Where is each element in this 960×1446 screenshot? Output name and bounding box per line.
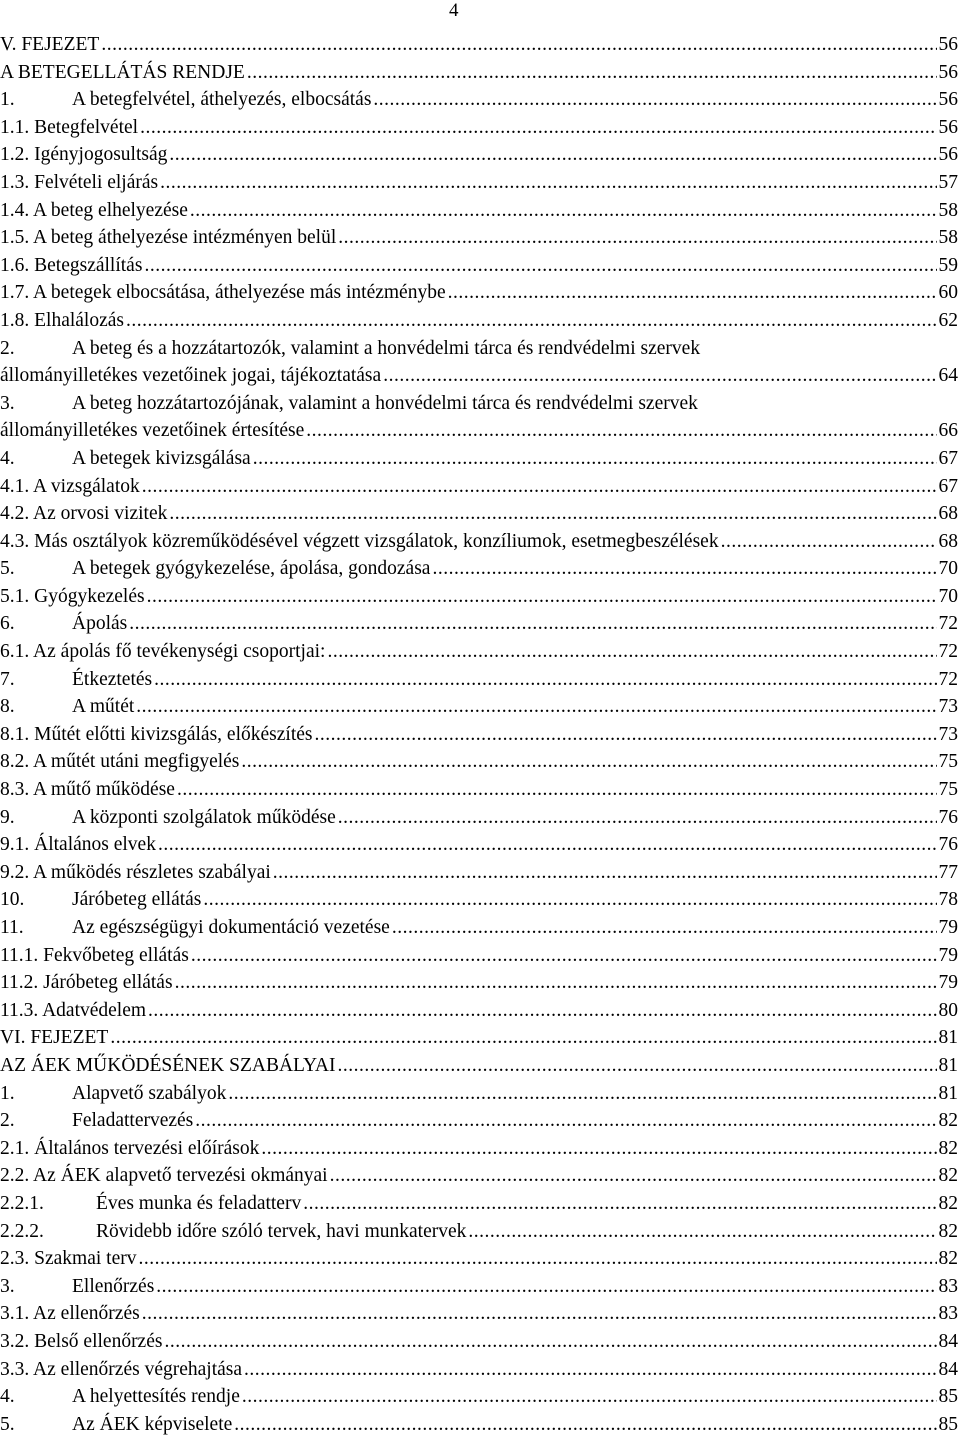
toc-entry[interactable]: [0, 307, 958, 335]
toc-entry-title: 1.4. A beteg elhelyezése: [0, 199, 188, 221]
toc-entry[interactable]: [0, 279, 958, 307]
toc-entry-title: 4.3. Más osztályok közreműködésével végzett vizsgálatok, konzíliumok, esetmegbeszélések: [0, 530, 719, 552]
dot-leader: [327, 638, 936, 666]
toc-entry[interactable]: [0, 1356, 958, 1384]
toc-entry-title: 8.3. A műtő működése: [0, 779, 175, 801]
toc-entry-page: 81: [938, 1027, 958, 1049]
toc-entry[interactable]: [0, 693, 958, 721]
toc-entry-title: 1.7. A betegek elbocsátása, áthelyezése más intézménybe: [0, 282, 446, 304]
toc-entry-number: 5.: [0, 558, 15, 580]
toc-entry-page: 62: [938, 309, 958, 331]
toc-entry[interactable]: [0, 666, 958, 694]
toc-entry-title: A helyettesítés rendje: [72, 1386, 240, 1408]
toc-entry-number: 7.: [0, 668, 15, 690]
toc-entry[interactable]: [0, 31, 958, 59]
toc-entry[interactable]: [0, 224, 958, 252]
toc-entry-title: Járóbeteg ellátás: [72, 889, 202, 911]
toc-entry-number: 2.: [0, 337, 15, 359]
toc-entry-title-line1: A beteg hozzátartozójának, valamint a honvédelmi tárca és rendvédelmi szervek: [72, 392, 698, 414]
toc-entry-page: 84: [938, 1358, 958, 1380]
toc-entry-title: 4.2. Az orvosi vizitek: [0, 503, 168, 525]
toc-entry-title: Rövidebb időre szóló tervek, havi munkatervek: [96, 1220, 467, 1242]
toc-entry-page: 70: [938, 558, 958, 580]
toc-entry-page: 72: [938, 641, 958, 663]
toc-entry-title: Az egészségügyi dokumentáció vezetése: [72, 917, 390, 938]
toc-entry-page: 56: [938, 89, 958, 111]
toc-entry[interactable]: [0, 1383, 958, 1411]
toc-entry[interactable]: [0, 252, 958, 280]
dot-leader: [228, 1080, 936, 1108]
toc-entry-page: 76: [938, 806, 958, 828]
toc-entry-page: 66: [938, 420, 958, 442]
toc-entry-title: 11.3. Adatvédelem: [0, 999, 147, 1021]
dot-leader: [148, 997, 936, 1025]
dot-leader: [175, 969, 937, 997]
toc-entry[interactable]: [0, 473, 958, 501]
toc-entry-number: 8.: [0, 696, 15, 718]
dot-leader: [169, 500, 936, 528]
dot-leader: [338, 1052, 937, 1080]
toc-entry-title: 2.2. Az ÁEK alapvető tervezési okmányai: [0, 1165, 328, 1187]
toc-entry[interactable]: [0, 610, 958, 638]
toc-entry-title: A műtét: [72, 696, 135, 718]
toc-entry-page: 75: [938, 751, 958, 773]
toc-entry-number: 10.: [0, 889, 25, 911]
toc-entry-number: 2.2.1.: [0, 1192, 44, 1214]
dot-leader: [147, 583, 937, 611]
toc-entry-title: Ápolás: [72, 613, 128, 635]
toc-entry[interactable]: [0, 1052, 958, 1080]
toc-entry-title: 1.8. Elhalálozás: [0, 309, 124, 331]
toc-entry[interactable]: [0, 1328, 958, 1356]
toc-entry-page: 56: [938, 34, 958, 55]
toc-entry-page: 73: [938, 696, 958, 718]
toc-entry-page: 64: [938, 365, 958, 387]
toc-entry-title: 3.1. Az ellenőrzés: [0, 1303, 140, 1325]
dot-leader: [195, 1107, 936, 1135]
toc-entry[interactable]: [0, 1300, 958, 1328]
toc-entry-title: állományilletékes vezetőinek értesítése: [0, 420, 305, 442]
dot-leader: [241, 748, 936, 776]
dot-leader: [160, 169, 936, 197]
toc-entry-page: 81: [938, 1054, 958, 1076]
dot-leader: [190, 197, 937, 225]
toc-entry[interactable]: [0, 859, 958, 887]
toc-entry-page: 79: [938, 917, 958, 938]
toc-entry[interactable]: [0, 1218, 958, 1246]
dot-leader: [468, 1218, 936, 1246]
toc-entry-title: 11.2. Járóbeteg ellátás: [0, 972, 173, 994]
toc-entry[interactable]: [0, 1080, 958, 1108]
toc-entry-title: V. FEJEZET: [0, 34, 100, 55]
dot-leader: [234, 1411, 936, 1439]
toc-entry-page: 85: [938, 1413, 958, 1435]
toc-entry-number: 3.: [0, 1275, 15, 1297]
toc-entry-title: A betegek kivizsgálása: [72, 447, 251, 469]
toc-entry[interactable]: [0, 445, 958, 473]
toc-entry-title: 3.3. Az ellenőrzés végrehajtása: [0, 1358, 243, 1380]
dot-leader: [140, 114, 936, 142]
toc-entry[interactable]: [0, 748, 958, 776]
toc-entry-title: A központi szolgálatok működése: [72, 806, 336, 828]
toc-entry[interactable]: [0, 1162, 958, 1190]
toc-entry[interactable]: [0, 555, 958, 583]
toc-entry-page: 60: [938, 282, 958, 304]
dot-leader: [373, 86, 936, 114]
toc-entry-title: Ellenőrzés: [72, 1275, 155, 1297]
toc-entry[interactable]: [0, 721, 958, 749]
toc-entry[interactable]: [0, 638, 958, 666]
dot-leader: [721, 528, 937, 556]
toc-entry-title: 9.1. Általános elvek: [0, 834, 156, 856]
toc-entry-page: 58: [938, 199, 958, 221]
toc-entry-number: 9.: [0, 806, 15, 828]
toc-entry-page: 79: [938, 944, 958, 966]
toc-entry-title: 1.2. Igényjogosultság: [0, 144, 168, 166]
toc-entry-title: 8.2. A műtét utáni megfigyelés: [0, 751, 240, 773]
table-of-contents: [0, 31, 958, 1438]
toc-entry-title: 1.5. A beteg áthelyezése intézményen belül: [0, 227, 337, 249]
toc-entry[interactable]: [0, 528, 958, 556]
toc-entry-number: 6.: [0, 613, 15, 635]
dot-leader: [101, 31, 936, 59]
dot-leader: [156, 1273, 936, 1301]
toc-entry-title: A BETEGELLÁTÁS RENDJE: [0, 61, 245, 83]
toc-entry-page: 68: [938, 530, 958, 552]
toc-entry-page: 82: [938, 1137, 958, 1159]
toc-entry-title: 1.3. Felvételi eljárás: [0, 171, 159, 193]
dot-leader: [338, 804, 937, 832]
dot-leader: [169, 141, 936, 169]
toc-entry[interactable]: [0, 914, 958, 942]
toc-entry-page: 56: [938, 116, 958, 138]
toc-entry-title: Alapvető szabályok: [72, 1082, 227, 1104]
dot-leader: [392, 914, 937, 942]
dot-leader: [203, 886, 936, 914]
toc-entry[interactable]: [0, 335, 958, 390]
toc-entry-title: A betegfelvétel, áthelyezés, elbocsátás: [72, 89, 372, 111]
toc-entry-title: Feladattervezés: [72, 1110, 194, 1132]
dot-leader: [383, 362, 936, 390]
dot-leader: [142, 473, 937, 501]
toc-entry[interactable]: [0, 804, 958, 832]
toc-entry-page: 84: [938, 1330, 958, 1352]
toc-entry[interactable]: [0, 942, 958, 970]
toc-entry-page: 58: [938, 227, 958, 249]
toc-entry-number: 5.: [0, 1413, 15, 1435]
toc-entry-number: 1.: [0, 89, 15, 111]
dot-leader: [142, 1300, 937, 1328]
toc-entry-page: 56: [938, 144, 958, 166]
toc-entry-page: 80: [938, 999, 958, 1021]
toc-entry-page: 68: [938, 503, 958, 525]
toc-entry-title: 2.1. Általános tervezési előírások: [0, 1137, 260, 1159]
toc-entry-title: 9.2. A működés részletes szabályai: [0, 861, 271, 883]
toc-entry-page: 82: [938, 1248, 958, 1270]
toc-entry[interactable]: [0, 776, 958, 804]
toc-entry-title: Éves munka és feladatterv: [96, 1192, 302, 1214]
toc-entry[interactable]: [0, 114, 958, 142]
toc-entry-page: 82: [938, 1165, 958, 1187]
toc-entry-page: 59: [938, 254, 958, 276]
toc-entry-page: 57: [938, 171, 958, 193]
dot-leader: [261, 1135, 936, 1163]
toc-entry-number: 2.: [0, 1110, 15, 1132]
toc-entry[interactable]: [0, 500, 958, 528]
toc-entry[interactable]: [0, 1245, 958, 1273]
toc-entry-page: 78: [938, 889, 958, 911]
dot-leader: [129, 610, 936, 638]
toc-entry-page: 56: [938, 61, 958, 83]
toc-entry-title: VI. FEJEZET: [0, 1027, 109, 1049]
dot-leader: [138, 1245, 936, 1273]
toc-entry-title: 1.1. Betegfelvétel: [0, 116, 139, 138]
toc-entry-title: A betegek gyógykezelése, ápolása, gondozása: [72, 558, 431, 580]
dot-leader: [144, 252, 936, 280]
toc-entry-page: 70: [938, 585, 958, 607]
toc-entry-page: 82: [938, 1110, 958, 1132]
dot-leader: [177, 776, 937, 804]
toc-entry-page: 67: [938, 475, 958, 497]
toc-entry[interactable]: [0, 1107, 958, 1135]
dot-leader: [330, 1162, 937, 1190]
toc-entry-number: 1.: [0, 1082, 15, 1104]
toc-entry[interactable]: [0, 86, 958, 114]
toc-entry-title: 6.1. Az ápolás fő tevékenységi csoportjai:: [0, 641, 326, 663]
toc-entry-number: 4.: [0, 1386, 15, 1408]
toc-entry[interactable]: [0, 831, 958, 859]
toc-entry[interactable]: [0, 59, 958, 87]
toc-entry[interactable]: [0, 197, 958, 225]
toc-entry[interactable]: [0, 141, 958, 169]
dot-leader: [247, 59, 937, 87]
toc-entry-title: 3.2. Belső ellenőrzés: [0, 1330, 163, 1352]
toc-entry-page: 72: [938, 668, 958, 690]
toc-entry[interactable]: [0, 886, 958, 914]
toc-entry-page: 82: [938, 1192, 958, 1214]
toc-entry[interactable]: [0, 1024, 958, 1052]
dot-leader: [338, 224, 936, 252]
toc-entry-number: 4.: [0, 447, 15, 469]
toc-entry-number: 2.2.2.: [0, 1220, 44, 1242]
toc-entry-page: 75: [938, 779, 958, 801]
toc-entry-title: 8.1. Műtét előtti kivizsgálás, előkészítés: [0, 723, 313, 745]
dot-leader: [273, 859, 937, 887]
dot-leader: [136, 693, 936, 721]
dot-leader: [432, 555, 936, 583]
page-number: 4: [449, 0, 459, 21]
toc-entry[interactable]: [0, 1273, 958, 1301]
dot-leader: [303, 1190, 936, 1218]
toc-entry-title: 4.1. A vizsgálatok: [0, 475, 140, 497]
toc-entry-title: 11.1. Fekvőbeteg ellátás: [0, 944, 189, 966]
toc-entry-page: 85: [938, 1386, 958, 1408]
toc-entry-page: 76: [938, 834, 958, 856]
dot-leader: [253, 445, 937, 473]
toc-entry[interactable]: [0, 169, 958, 197]
dot-leader: [448, 279, 937, 307]
toc-entry[interactable]: [0, 1190, 958, 1218]
dot-leader: [314, 721, 936, 749]
dot-leader: [164, 1328, 936, 1356]
toc-entry-page: 83: [938, 1303, 958, 1325]
toc-entry-title: állományilletékes vezetőinek jogai, tájékoztatása: [0, 365, 382, 387]
toc-entry[interactable]: [0, 1411, 958, 1439]
toc-entry[interactable]: [0, 1135, 958, 1163]
toc-entry-page: 79: [938, 972, 958, 994]
toc-entry-page: 77: [938, 861, 958, 883]
toc-entry-title: AZ ÁEK MŰKÖDÉSÉNEK SZABÁLYAI: [0, 1054, 336, 1076]
toc-entry-page: 82: [938, 1220, 958, 1242]
toc-entry[interactable]: [0, 969, 958, 997]
toc-entry-title-line1: A beteg és a hozzátartozók, valamint a honvédelmi tárca és rendvédelmi szervek: [72, 337, 701, 359]
dot-leader: [242, 1383, 937, 1411]
toc-entry-page: 81: [938, 1082, 958, 1104]
toc-entry-title: Étkeztetés: [72, 668, 153, 690]
dot-leader: [126, 307, 937, 335]
toc-entry[interactable]: [0, 583, 958, 611]
dot-leader: [244, 1356, 936, 1384]
toc-entry-page: 72: [938, 613, 958, 635]
toc-entry[interactable]: [0, 997, 958, 1025]
dot-leader: [306, 417, 936, 445]
toc-entry-title: 5.1. Gyógykezelés: [0, 585, 145, 607]
dot-leader: [158, 831, 937, 859]
toc-entry-title: Az ÁEK képviselete: [72, 1413, 233, 1435]
toc-entry-page: 67: [938, 447, 958, 469]
toc-entry-number: 3.: [0, 392, 15, 414]
toc-entry[interactable]: [0, 390, 958, 445]
toc-entry-page: 73: [938, 723, 958, 745]
dot-leader: [154, 666, 936, 694]
dot-leader: [191, 942, 937, 970]
dot-leader: [110, 1024, 936, 1052]
toc-entry-title: 1.6. Betegszállítás: [0, 254, 143, 276]
toc-entry-title: 2.3. Szakmai terv: [0, 1248, 137, 1270]
toc-entry-page: 83: [938, 1275, 958, 1297]
toc-entry-number: 11.: [0, 917, 24, 938]
